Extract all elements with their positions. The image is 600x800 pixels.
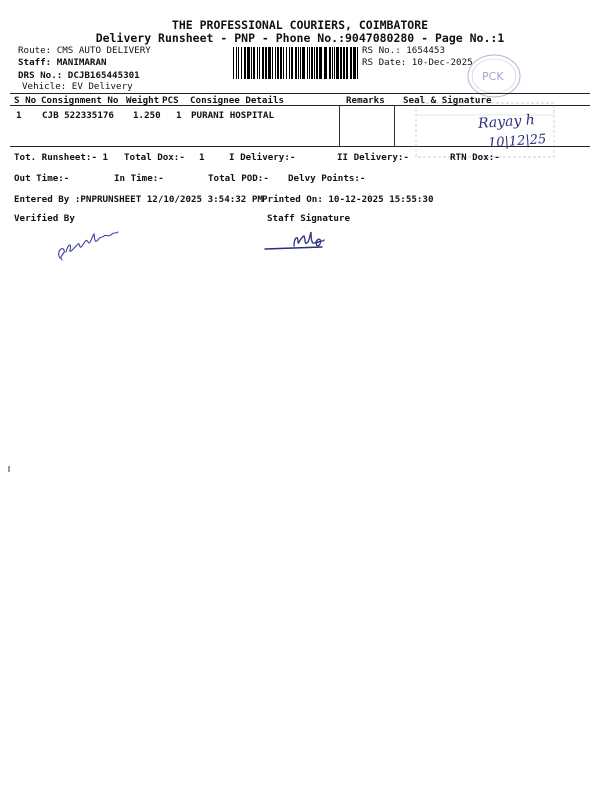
total-pod: Total POD:- (208, 173, 269, 184)
staff-label: Staff: MANIMARAN (18, 57, 107, 68)
handwritten-receiver-name: Rayay h (477, 112, 536, 132)
col-remarks: Remarks (346, 95, 385, 106)
delvy-points: Delvy Points:- (288, 173, 366, 184)
row-consignee: PURANI HOSPITAL (191, 110, 274, 121)
col-sno: S No (14, 95, 37, 106)
row-weight: 1.250 (133, 110, 161, 121)
col-consignee: Consignee Details (190, 95, 285, 106)
drs-number: DRS No.: DCJB165445301 (18, 70, 140, 81)
col-pcs: PCS (162, 95, 179, 106)
col-consignment: Consignment No (41, 95, 119, 106)
svg-text:PCK: PCK (482, 70, 504, 83)
i-delivery: I Delivery:- (229, 152, 296, 163)
out-time: Out Time:- (14, 173, 70, 184)
rtn-dox: RTN Dox:- (450, 152, 500, 163)
verified-by-label: Verified By (14, 213, 75, 224)
tot-runsheet: Tot. Runsheet:- 1 (14, 152, 109, 163)
total-dox-value: 1 (199, 152, 205, 163)
handwritten-date: 10|12|25 (487, 131, 547, 152)
rs-number: RS No.: 1654453 (362, 45, 445, 56)
vehicle-label: Vehicle: EV Delivery (22, 81, 133, 92)
ii-delivery: II Delivery:- (337, 152, 409, 163)
route-label: Route: CMS AUTO DELIVERY (18, 45, 151, 56)
row-pcs: 1 (176, 110, 182, 121)
col-seal-signature: Seal & Signature (403, 95, 492, 106)
verifier-signature (52, 222, 132, 264)
row-sno: 1 (16, 110, 22, 121)
total-dox-label: Total Dox:- (124, 152, 185, 163)
staff-signature-label: Staff Signature (267, 213, 350, 224)
remarks-divider (339, 105, 340, 146)
company-title: THE PROFESSIONAL COURIERS, COIMBATORE (171, 18, 429, 32)
seal-divider (394, 105, 395, 146)
runsheet-subtitle: Delivery Runsheet - PNP - Phone No.:9047080280 - Page No.:1 (95, 31, 505, 45)
barcode-image (232, 47, 360, 79)
margin-mark (8, 466, 10, 472)
col-weight: Weight (126, 95, 160, 106)
entered-by: Entered By :PNPRUNSHEET 12/10/2025 3:54:32 PM (14, 194, 263, 205)
rs-date: RS Date: 10-Dec-2025 (362, 57, 473, 68)
table-top-rule (10, 93, 590, 94)
staff-signature (262, 228, 332, 254)
printed-on: Printed On: 10-12-2025 15:55:30 (262, 194, 434, 205)
row-consignment: CJB 522335176 (42, 110, 114, 121)
in-time: In Time:- (114, 173, 164, 184)
